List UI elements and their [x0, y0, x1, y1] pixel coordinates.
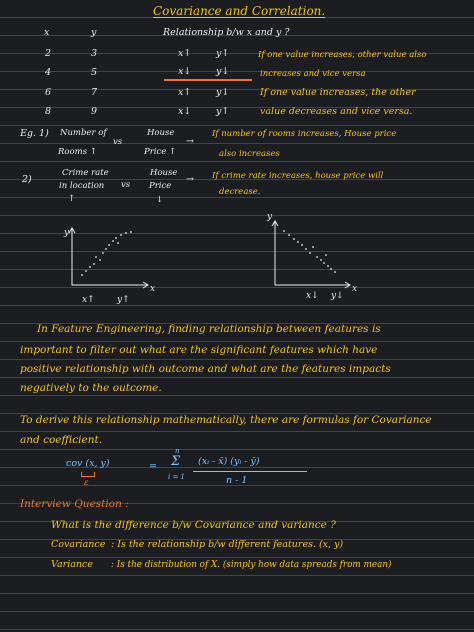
table-row-y: 5	[91, 67, 98, 78]
scatter-point	[316, 256, 318, 258]
scatter-point	[105, 248, 107, 250]
scatter-point	[112, 240, 114, 242]
scatter-point	[95, 256, 97, 258]
relationship-pair-x: x↑	[178, 87, 192, 98]
scatter-point	[85, 270, 87, 272]
positive-graph-caption-x: x↑	[82, 295, 95, 305]
scatter-point	[327, 265, 329, 267]
scatter-point	[309, 252, 311, 254]
negative-graph-caption-x: x↓	[306, 291, 319, 301]
table-x-header: x	[44, 27, 50, 38]
paragraph-line: positive relationship with outcome and what are the features impacts	[20, 363, 391, 375]
page-title: Covariance and Correlation.	[153, 4, 326, 18]
relationship-note: If one value increases, other value also	[258, 50, 427, 60]
orange-divider	[164, 79, 252, 81]
positive-graph-points	[81, 231, 132, 276]
formula-numerator: (xᵢ - x̄) (yᵢ - ȳ)	[198, 456, 260, 467]
relationship-graphs	[0, 205, 474, 305]
relationship-note: increases and vice versa	[260, 69, 366, 79]
scatter-point	[293, 238, 295, 240]
negative-graph-x-label: x	[352, 284, 358, 294]
relationship-note: value decreases and vice versa.	[260, 106, 413, 117]
positive-graph-y-label: y	[64, 228, 70, 238]
scatter-point	[89, 266, 91, 268]
scatter-point	[125, 232, 127, 234]
eg1-note: also increases	[219, 149, 280, 159]
table-y-header: y	[91, 27, 97, 38]
eg2-note: decrease.	[219, 187, 261, 197]
scatter-point	[334, 271, 336, 273]
scatter-point	[108, 244, 110, 246]
formula-sum-top: n	[175, 447, 180, 455]
table-row-x: 4	[45, 67, 52, 78]
formula-fraction-bar	[193, 471, 307, 472]
table-row-x: 8	[45, 106, 52, 117]
covariance-text: : Is the relationship b/w different features. (x, y)	[111, 539, 344, 550]
paragraph-line: To derive this relationship mathematically, there are formulas for Covariance	[20, 414, 432, 426]
scatter-point	[102, 252, 104, 254]
formula-denominator: n - 1	[226, 475, 248, 486]
positive-graph-axes	[72, 229, 148, 285]
table-row-y: 3	[91, 48, 98, 59]
negative-graph-caption-y: y↓	[331, 291, 344, 301]
negative-graph-y-label: y	[267, 212, 273, 222]
formula-lhs: cov (x, y)	[66, 458, 110, 469]
table-row-y: 9	[91, 106, 98, 117]
eg2-arrow: →	[186, 174, 194, 185]
eg2-left-top: Crime rate	[62, 168, 109, 178]
eg1-note: If number of rooms increases, House price	[212, 129, 397, 139]
relationship-pair-y: y↓	[216, 87, 230, 98]
scatter-point	[305, 248, 307, 250]
eg2-label: 2)	[22, 174, 32, 185]
eg2-vs: vs	[121, 180, 131, 190]
eg1-vs: vs	[113, 137, 123, 147]
formula-equals: =	[149, 461, 157, 472]
eg2-left-mid: in location	[59, 181, 105, 191]
relationship-heading: Relationship b/w x and y ?	[163, 27, 290, 38]
eg2-right-mid: Price	[149, 181, 172, 191]
scatter-point	[120, 234, 122, 236]
scatter-point	[283, 230, 285, 232]
scatter-point	[330, 268, 332, 270]
paragraph-line: In Feature Engineering, finding relationship between features is	[37, 323, 381, 335]
variance-label: Variance	[51, 559, 93, 570]
relationship-pair-x: x↓	[178, 106, 192, 117]
scatter-point	[325, 254, 327, 256]
scatter-point	[312, 246, 314, 248]
scatter-point	[99, 259, 101, 261]
table-row-x: 2	[45, 48, 52, 59]
variance-text: : Is the distribution of X. (simply how data spreads from mean)	[111, 560, 392, 570]
relationship-pair-x: x↑	[178, 48, 192, 59]
relationship-note: If one value increases, the other	[260, 87, 416, 98]
eg2-left-arrow: ↑	[68, 194, 76, 204]
covariance-label: Covariance	[51, 539, 106, 550]
negative-graph-axes	[275, 221, 350, 285]
paragraph-line: important to filter out what are the significant features which have	[20, 344, 378, 356]
positive-graph-x-label: x	[150, 284, 156, 294]
interview-question: What is the difference b/w Covariance and variance ?	[51, 519, 336, 531]
eg1-label: Eg. 1)	[20, 128, 49, 139]
negative-graph	[266, 212, 357, 301]
scatter-point	[93, 263, 95, 265]
scatter-point	[297, 241, 299, 243]
eg1-right-top: House	[147, 128, 175, 138]
eg1-left-top: Number of	[60, 128, 107, 138]
table-row-x: 6	[45, 87, 52, 98]
scatter-point	[323, 262, 325, 264]
formula-lhs-sub: ε	[84, 478, 89, 488]
positive-graph-caption-y: y↑	[117, 295, 130, 305]
scatter-point	[117, 242, 119, 244]
scatter-point	[130, 231, 132, 233]
table-row-y: 7	[91, 87, 98, 98]
positive-graph	[63, 228, 155, 305]
interview-heading: Interview Question :	[20, 498, 129, 510]
scatter-point	[288, 234, 290, 236]
eg2-right-arrow: ↓	[156, 195, 164, 205]
formula-sum-bottom: i = 1	[168, 473, 186, 481]
scatter-point	[115, 237, 117, 239]
formula-sum-symbol: Σ	[171, 454, 181, 469]
relationship-pair-y: y↑	[216, 48, 230, 59]
eg1-right-bottom: Price ↑	[144, 147, 177, 157]
eg2-note: If crime rate increases, house price will	[212, 171, 384, 181]
paragraph-line: negatively to the outcome.	[20, 382, 162, 394]
eg2-right-top: House	[150, 168, 178, 178]
scatter-point	[320, 259, 322, 261]
relationship-pair-y: y↑	[216, 106, 230, 117]
eg1-left-bottom: Rooms ↑	[58, 147, 97, 157]
negative-graph-points	[283, 230, 336, 273]
scatter-point	[81, 274, 83, 276]
relationship-pair-y: y↓	[216, 66, 230, 77]
scatter-point	[301, 244, 303, 246]
eg1-arrow: →	[186, 136, 194, 147]
paragraph-line: and coefficient.	[20, 434, 103, 446]
relationship-pair-x: x↓	[178, 66, 192, 77]
